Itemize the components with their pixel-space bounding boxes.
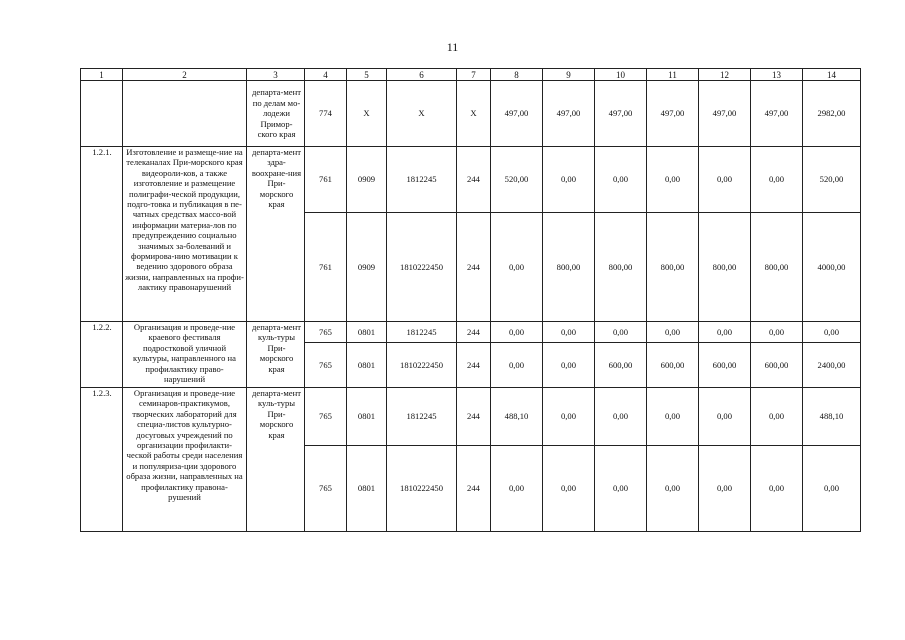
value-cell: 244 [457, 213, 491, 322]
value-cell: 0,00 [699, 322, 751, 343]
value-cell: 765 [305, 322, 347, 343]
department-cell: департа-мент по делам мо-лодежи Примор-ского края [247, 81, 305, 147]
value-cell: 800,00 [595, 213, 647, 322]
value-cell: 0,00 [595, 388, 647, 446]
value-cell: 244 [457, 147, 491, 213]
value-cell: Х [387, 81, 457, 147]
header-cell: 13 [751, 69, 803, 81]
value-cell: 488,10 [491, 388, 543, 446]
value-cell: 1810222450 [387, 213, 457, 322]
value-cell: 761 [305, 147, 347, 213]
table-row [81, 388, 861, 446]
header-cell: 10 [595, 69, 647, 81]
value-cell: 600,00 [751, 343, 803, 388]
value-cell: 0,00 [595, 446, 647, 532]
value-cell: 0,00 [595, 147, 647, 213]
header-cell: 9 [543, 69, 595, 81]
value-cell: 0,00 [699, 147, 751, 213]
value-cell: 0801 [347, 322, 387, 343]
header-cell: 6 [387, 69, 457, 81]
value-cell: 497,00 [751, 81, 803, 147]
item-number-cell [81, 81, 123, 147]
table-row [81, 147, 861, 213]
department-cell: департа-мент куль-туры При-морского края [247, 322, 305, 388]
value-cell: 1812245 [387, 147, 457, 213]
value-cell: 0,00 [543, 322, 595, 343]
value-cell: 0,00 [647, 446, 699, 532]
value-cell: 0,00 [751, 446, 803, 532]
value-cell: 600,00 [699, 343, 751, 388]
value-cell: 0,00 [491, 343, 543, 388]
value-cell: 800,00 [647, 213, 699, 322]
department-cell: департа-мент здра-воохране-ния При-морского края [247, 147, 305, 322]
description-cell: Изготовление и размеще-ние на телеканалах При-морского края видеороли-ков, а также изготовление и размещение полиграфи-ческой продукции, подго-товка и публикация в пе-чатных средствах массо-вой информации материа-лов по предупреждению социально значимых за-болеваний и формирова-нию мотивации к ведению здорового образа жизни, направленных на профи-лактику правонарушений [123, 147, 247, 322]
value-cell: 0909 [347, 147, 387, 213]
value-cell: 600,00 [595, 343, 647, 388]
value-cell: 497,00 [647, 81, 699, 147]
value-cell: 244 [457, 446, 491, 532]
value-cell: 488,10 [803, 388, 861, 446]
value-cell: 1810222450 [387, 343, 457, 388]
value-cell: 761 [305, 213, 347, 322]
value-cell: 1812245 [387, 322, 457, 343]
value-cell: 0,00 [803, 446, 861, 532]
value-cell: 765 [305, 388, 347, 446]
value-cell: 0801 [347, 388, 387, 446]
value-cell: 497,00 [491, 81, 543, 147]
header-cell: 12 [699, 69, 751, 81]
value-cell: 765 [305, 446, 347, 532]
item-number-cell: 1.2.1. [81, 147, 123, 322]
value-cell: 497,00 [543, 81, 595, 147]
value-cell: 0801 [347, 446, 387, 532]
value-cell: 0,00 [803, 322, 861, 343]
value-cell: 0,00 [543, 343, 595, 388]
value-cell: 497,00 [595, 81, 647, 147]
value-cell: 0801 [347, 343, 387, 388]
value-cell: 0,00 [647, 147, 699, 213]
page-number: 11 [446, 40, 459, 54]
value-cell: 0,00 [751, 322, 803, 343]
value-cell: 0,00 [595, 322, 647, 343]
value-cell: 497,00 [699, 81, 751, 147]
department-cell: департа-мент куль-туры При-морского края [247, 388, 305, 532]
value-cell: 2982,00 [803, 81, 861, 147]
value-cell: 0,00 [543, 388, 595, 446]
table-row [81, 81, 861, 147]
header-cell: 2 [123, 69, 247, 81]
value-cell: 0,00 [647, 322, 699, 343]
description-cell: Организация и проведе-ние краевого фестиваля подростковой уличной культуры, направленного на профилактику право-нарушений [123, 322, 247, 388]
value-cell: 0,00 [543, 446, 595, 532]
header-cell: 3 [247, 69, 305, 81]
value-cell: Х [347, 81, 387, 147]
value-cell: 0,00 [491, 213, 543, 322]
value-cell: 520,00 [491, 147, 543, 213]
value-cell: 0,00 [699, 388, 751, 446]
header-cell: 4 [305, 69, 347, 81]
value-cell: 2400,00 [803, 343, 861, 388]
value-cell: 0,00 [491, 322, 543, 343]
value-cell: Х [457, 81, 491, 147]
item-number-cell: 1.2.3. [81, 388, 123, 532]
value-cell: 0,00 [491, 446, 543, 532]
value-cell: 0,00 [543, 147, 595, 213]
header-cell: 11 [647, 69, 699, 81]
value-cell: 244 [457, 322, 491, 343]
value-cell: 600,00 [647, 343, 699, 388]
value-cell: 0,00 [699, 446, 751, 532]
value-cell: 1810222450 [387, 446, 457, 532]
value-cell: 244 [457, 343, 491, 388]
description-cell: Организация и проведе-ние семинаров-практикумов, творческих лабораторий для специа-листов культурно-досуговых учреждений по организации профилакти-ческой работы среди населения и популяриза-ции здорового образа жизни, направленных на профилактику правона-рушений [123, 388, 247, 532]
header-cell: 5 [347, 69, 387, 81]
header-cell: 1 [81, 69, 123, 81]
value-cell: 244 [457, 388, 491, 446]
value-cell: 800,00 [543, 213, 595, 322]
header-row [81, 69, 861, 81]
value-cell: 774 [305, 81, 347, 147]
description-cell [123, 81, 247, 147]
value-cell: 520,00 [803, 147, 861, 213]
value-cell: 800,00 [751, 213, 803, 322]
budget-table [80, 68, 861, 532]
value-cell: 4000,00 [803, 213, 861, 322]
header-cell: 8 [491, 69, 543, 81]
value-cell: 0,00 [751, 147, 803, 213]
header-cell: 14 [803, 69, 861, 81]
item-number-cell: 1.2.2. [81, 322, 123, 388]
value-cell: 0,00 [751, 388, 803, 446]
value-cell: 0909 [347, 213, 387, 322]
value-cell: 0,00 [647, 388, 699, 446]
table-row [81, 322, 861, 343]
value-cell: 800,00 [699, 213, 751, 322]
value-cell: 1812245 [387, 388, 457, 446]
header-cell: 7 [457, 69, 491, 81]
value-cell: 765 [305, 343, 347, 388]
